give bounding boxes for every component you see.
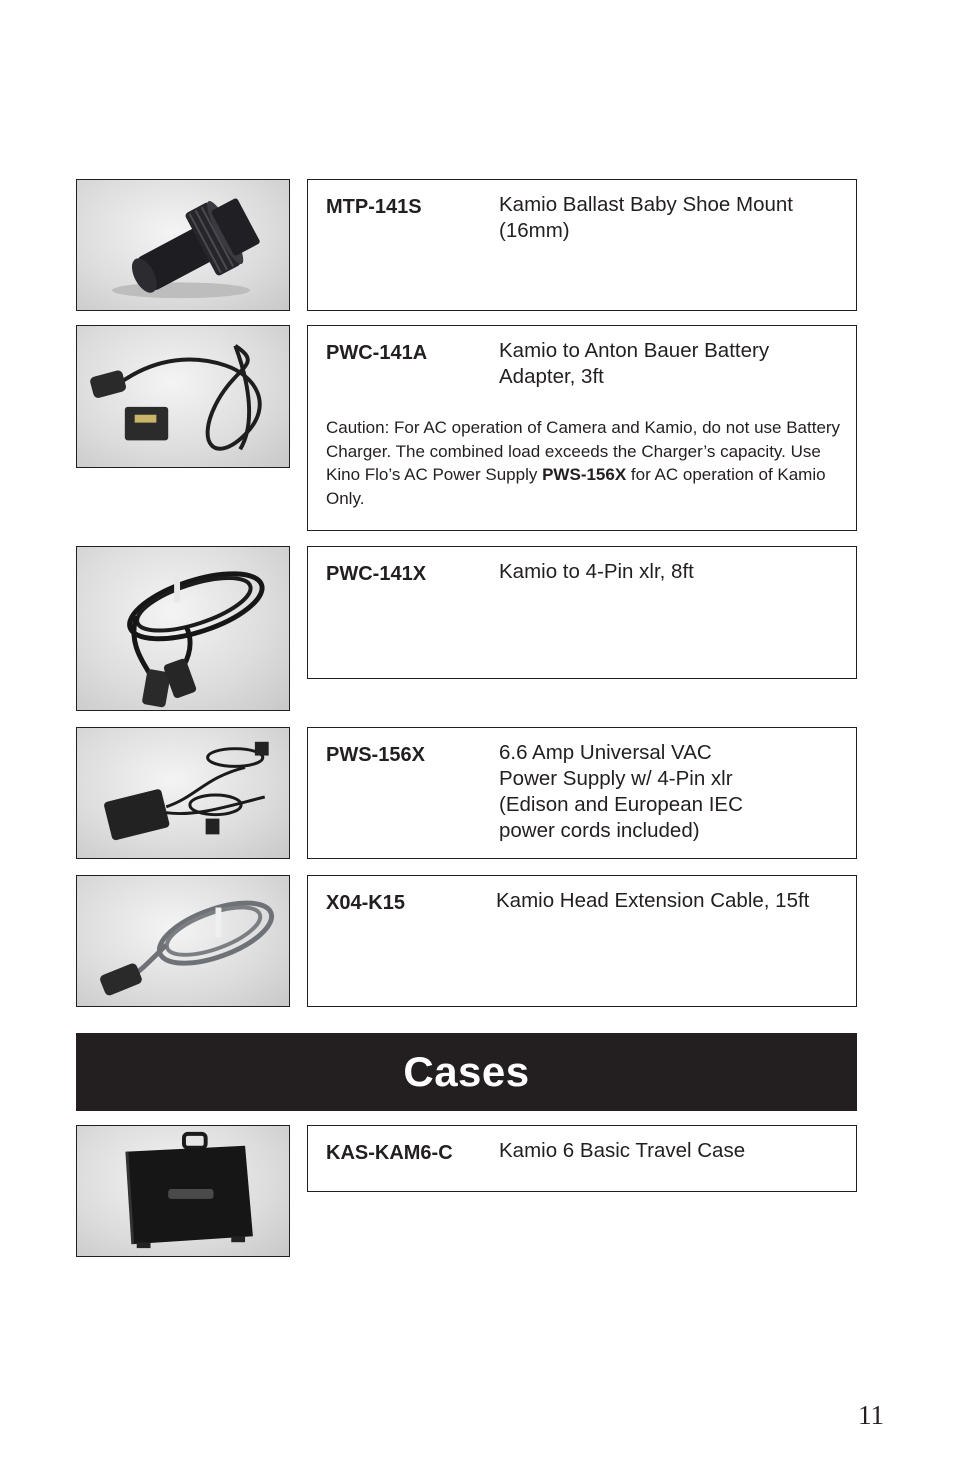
product-photo-xlr-cable [76, 546, 290, 711]
product-name: Kamio Ballast Baby Shoe Mount (16mm) [499, 193, 793, 242]
product-photo-power-supply [76, 727, 290, 859]
product-photo-battery-adapter [76, 325, 290, 468]
product-code: PWS-156X [326, 744, 425, 766]
product-card-pwc-141a [307, 325, 857, 531]
product-card-x04-k15 [307, 875, 857, 1007]
caution-tail: for AC operation of Kamio Only. [326, 465, 826, 508]
page-number: 11 [858, 1400, 884, 1430]
product-name: Kamio 6 Basic Travel Case [499, 1139, 746, 1162]
product-card-kas-kam6-c [307, 1125, 857, 1192]
product-card-pwc-141x [307, 546, 857, 679]
shoe-mount-image [77, 180, 289, 310]
product-name: Kamio to 4-Pin xlr, 8ft [499, 560, 694, 583]
product-photo-extension-cable [76, 875, 290, 1007]
product-card-pws-156x [307, 727, 857, 859]
product-photo-travel-case [76, 1125, 290, 1257]
product-code: PWC-141A [326, 342, 428, 364]
xlr-cable-image [77, 547, 289, 710]
product-name: 6.6 Amp Universal VAC Power Supply w/ 4-Pin xlr (Edison and European IEC power cords included) [499, 741, 743, 842]
caution-product-ref: PWS-156X [542, 465, 627, 484]
product-code: MTP-141S [326, 196, 422, 218]
product-code: X04-K15 [326, 892, 405, 914]
product-card-mtp-141s [307, 179, 857, 311]
product-name: Kamio to Anton Bauer Battery Adapter, 3ft [499, 339, 770, 388]
product-photo-shoe-mount [76, 179, 290, 311]
battery-adapter-image [77, 326, 289, 467]
product-code: PWC-141X [326, 563, 427, 585]
section-header-cases [76, 1033, 857, 1111]
caution-text: Caution: For AC operation of Camera and Kamio, do not use Battery Charger. The combined load exceeds the Charger’s capacity. Use Kino Flo’s AC Power Supply [326, 418, 841, 484]
section-title: Cases [403, 1048, 530, 1095]
product-name: Kamio Head Extension Cable, 15ft [496, 889, 810, 912]
extension-cable-image [77, 876, 289, 1006]
product-code: KAS-KAM6-C [326, 1142, 453, 1164]
caution-note [326, 416, 846, 510]
travel-case-image [77, 1126, 289, 1256]
power-supply-image [77, 728, 289, 858]
